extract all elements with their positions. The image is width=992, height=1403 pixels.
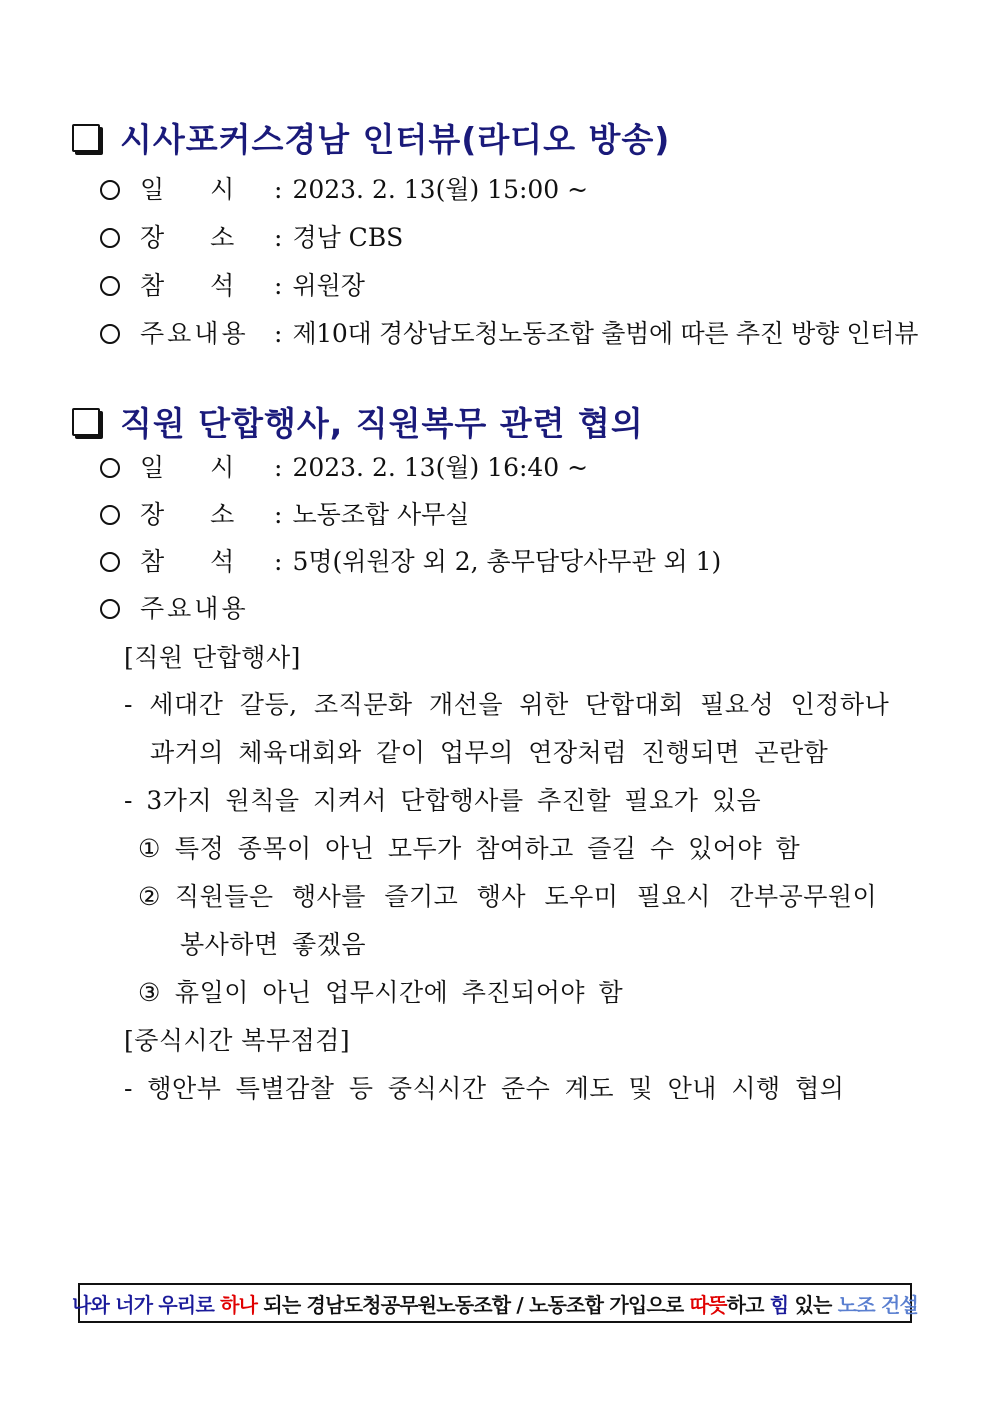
row-value: 5명(위원장 외 2, 총무담당사무관 외 1) — [292, 547, 722, 576]
square-bullet-icon — [72, 124, 100, 152]
item-text: 특정 종목이 아닌 모두가 참여하고 즐길 수 있어야 함 — [174, 834, 801, 863]
item-number: ② — [138, 882, 161, 911]
row-value: 경남 CBS — [292, 223, 404, 252]
item-number: ① — [138, 834, 161, 863]
row-value: 2023. 2. 13(월) 15:00 ~ — [292, 175, 589, 204]
circle-bullet-icon — [100, 180, 120, 200]
circle-bullet-icon — [100, 458, 120, 478]
dash-item-line: - 3가지 원칙을 지켜서 단합행사를 추진할 필요가 있음 — [124, 786, 762, 815]
item-text: 휴일이 아닌 업무시간에 추진되어야 함 — [174, 978, 624, 1007]
slogan-part: 힘 — [769, 1292, 789, 1317]
subheading-lunch-check: [중식시간 복무점검] — [124, 1026, 351, 1055]
slogan-part: 되는 경남도청공무원노동조합 / 노동조합 가입으로 — [257, 1292, 690, 1317]
dash-item-line: - 행안부 특별감찰 등 중식시간 준수 계도 및 안내 시행 협의 — [124, 1074, 845, 1103]
circle-bullet-icon — [100, 552, 120, 572]
subheading-team-event: [직원 단합행사] — [124, 643, 301, 672]
dash-item-line: - 세대간 갈등, 조직문화 개선을 위한 단합대회 필요성 인정하나 — [124, 690, 890, 719]
row-label: 참 석 — [140, 547, 235, 576]
numbered-item-continued: 봉사하면 좋겠음 — [180, 930, 366, 959]
item-text: 직원들은 행사를 즐기고 행사 도우미 필요시 간부공무원이 — [174, 882, 878, 911]
row-label: 장 소 — [140, 500, 235, 529]
row-label: 일 시 — [140, 453, 235, 482]
numbered-item — [138, 833, 800, 865]
circle-bullet-icon — [100, 505, 120, 525]
row-value: 2023. 2. 13(월) 16:40 ~ — [292, 453, 589, 482]
slogan-part: 있는 — [788, 1292, 838, 1317]
slogan-part: 나와 너가 우리로 — [72, 1292, 221, 1317]
info-row-datetime: 일 시 : 2023. 2. 13(월) 15:00 ~ — [100, 174, 588, 206]
section-title-meeting — [72, 398, 644, 445]
row-value: 노동조합 사무실 — [292, 500, 470, 529]
slogan-part: 하고 — [726, 1292, 770, 1317]
row-label: 참 석 — [140, 271, 235, 300]
section-title-interview — [72, 114, 670, 161]
info-row-datetime: 일 시 : 2023. 2. 13(월) 16:40 ~ — [100, 452, 588, 484]
slogan-part: 따뜻 — [689, 1292, 727, 1317]
section-title-text: 시사포커스경남 인터뷰(라디오 방송) — [120, 120, 671, 159]
row-value: 위원장 — [292, 271, 365, 300]
info-row-place: 장 소 : 경남 CBS — [100, 222, 403, 254]
info-row-attendees: 참 석 : 위원장 — [100, 270, 365, 302]
row-label: 주요내용 — [140, 319, 249, 348]
square-bullet-icon — [72, 408, 100, 436]
row-label: 장 소 — [140, 223, 235, 252]
row-label: 주요내용 — [140, 594, 249, 623]
info-row-content: 주요내용 : 제10대 경상남도청노동조합 출범에 따른 추진 방향 인터뷰 — [100, 318, 918, 350]
circle-bullet-icon — [100, 276, 120, 296]
item-number: ③ — [138, 978, 161, 1007]
slogan-part: 하나 — [220, 1292, 258, 1317]
circle-bullet-icon — [100, 228, 120, 248]
numbered-item — [138, 881, 877, 913]
info-row-place: 장 소 : 노동조합 사무실 — [100, 499, 469, 531]
numbered-item — [138, 977, 623, 1009]
circle-bullet-icon — [100, 324, 120, 344]
row-value: 제10대 경상남도청노동조합 출범에 따른 추진 방향 인터뷰 — [292, 319, 919, 348]
row-label: 일 시 — [140, 175, 235, 204]
slogan-part: 노조 건설 — [837, 1292, 918, 1317]
circle-bullet-icon — [100, 599, 120, 619]
footer-slogan — [72, 1283, 918, 1323]
info-row-content — [100, 593, 249, 625]
section-title-text: 직원 단합행사, 직원복무 관련 협의 — [120, 404, 644, 443]
dash-item-line-continued: 과거의 체육대회와 같이 업무의 연장처럼 진행되면 곤란함 — [150, 738, 829, 767]
info-row-attendees: 참 석 : 5명(위원장 외 2, 총무담당사무관 외 1) — [100, 546, 721, 578]
